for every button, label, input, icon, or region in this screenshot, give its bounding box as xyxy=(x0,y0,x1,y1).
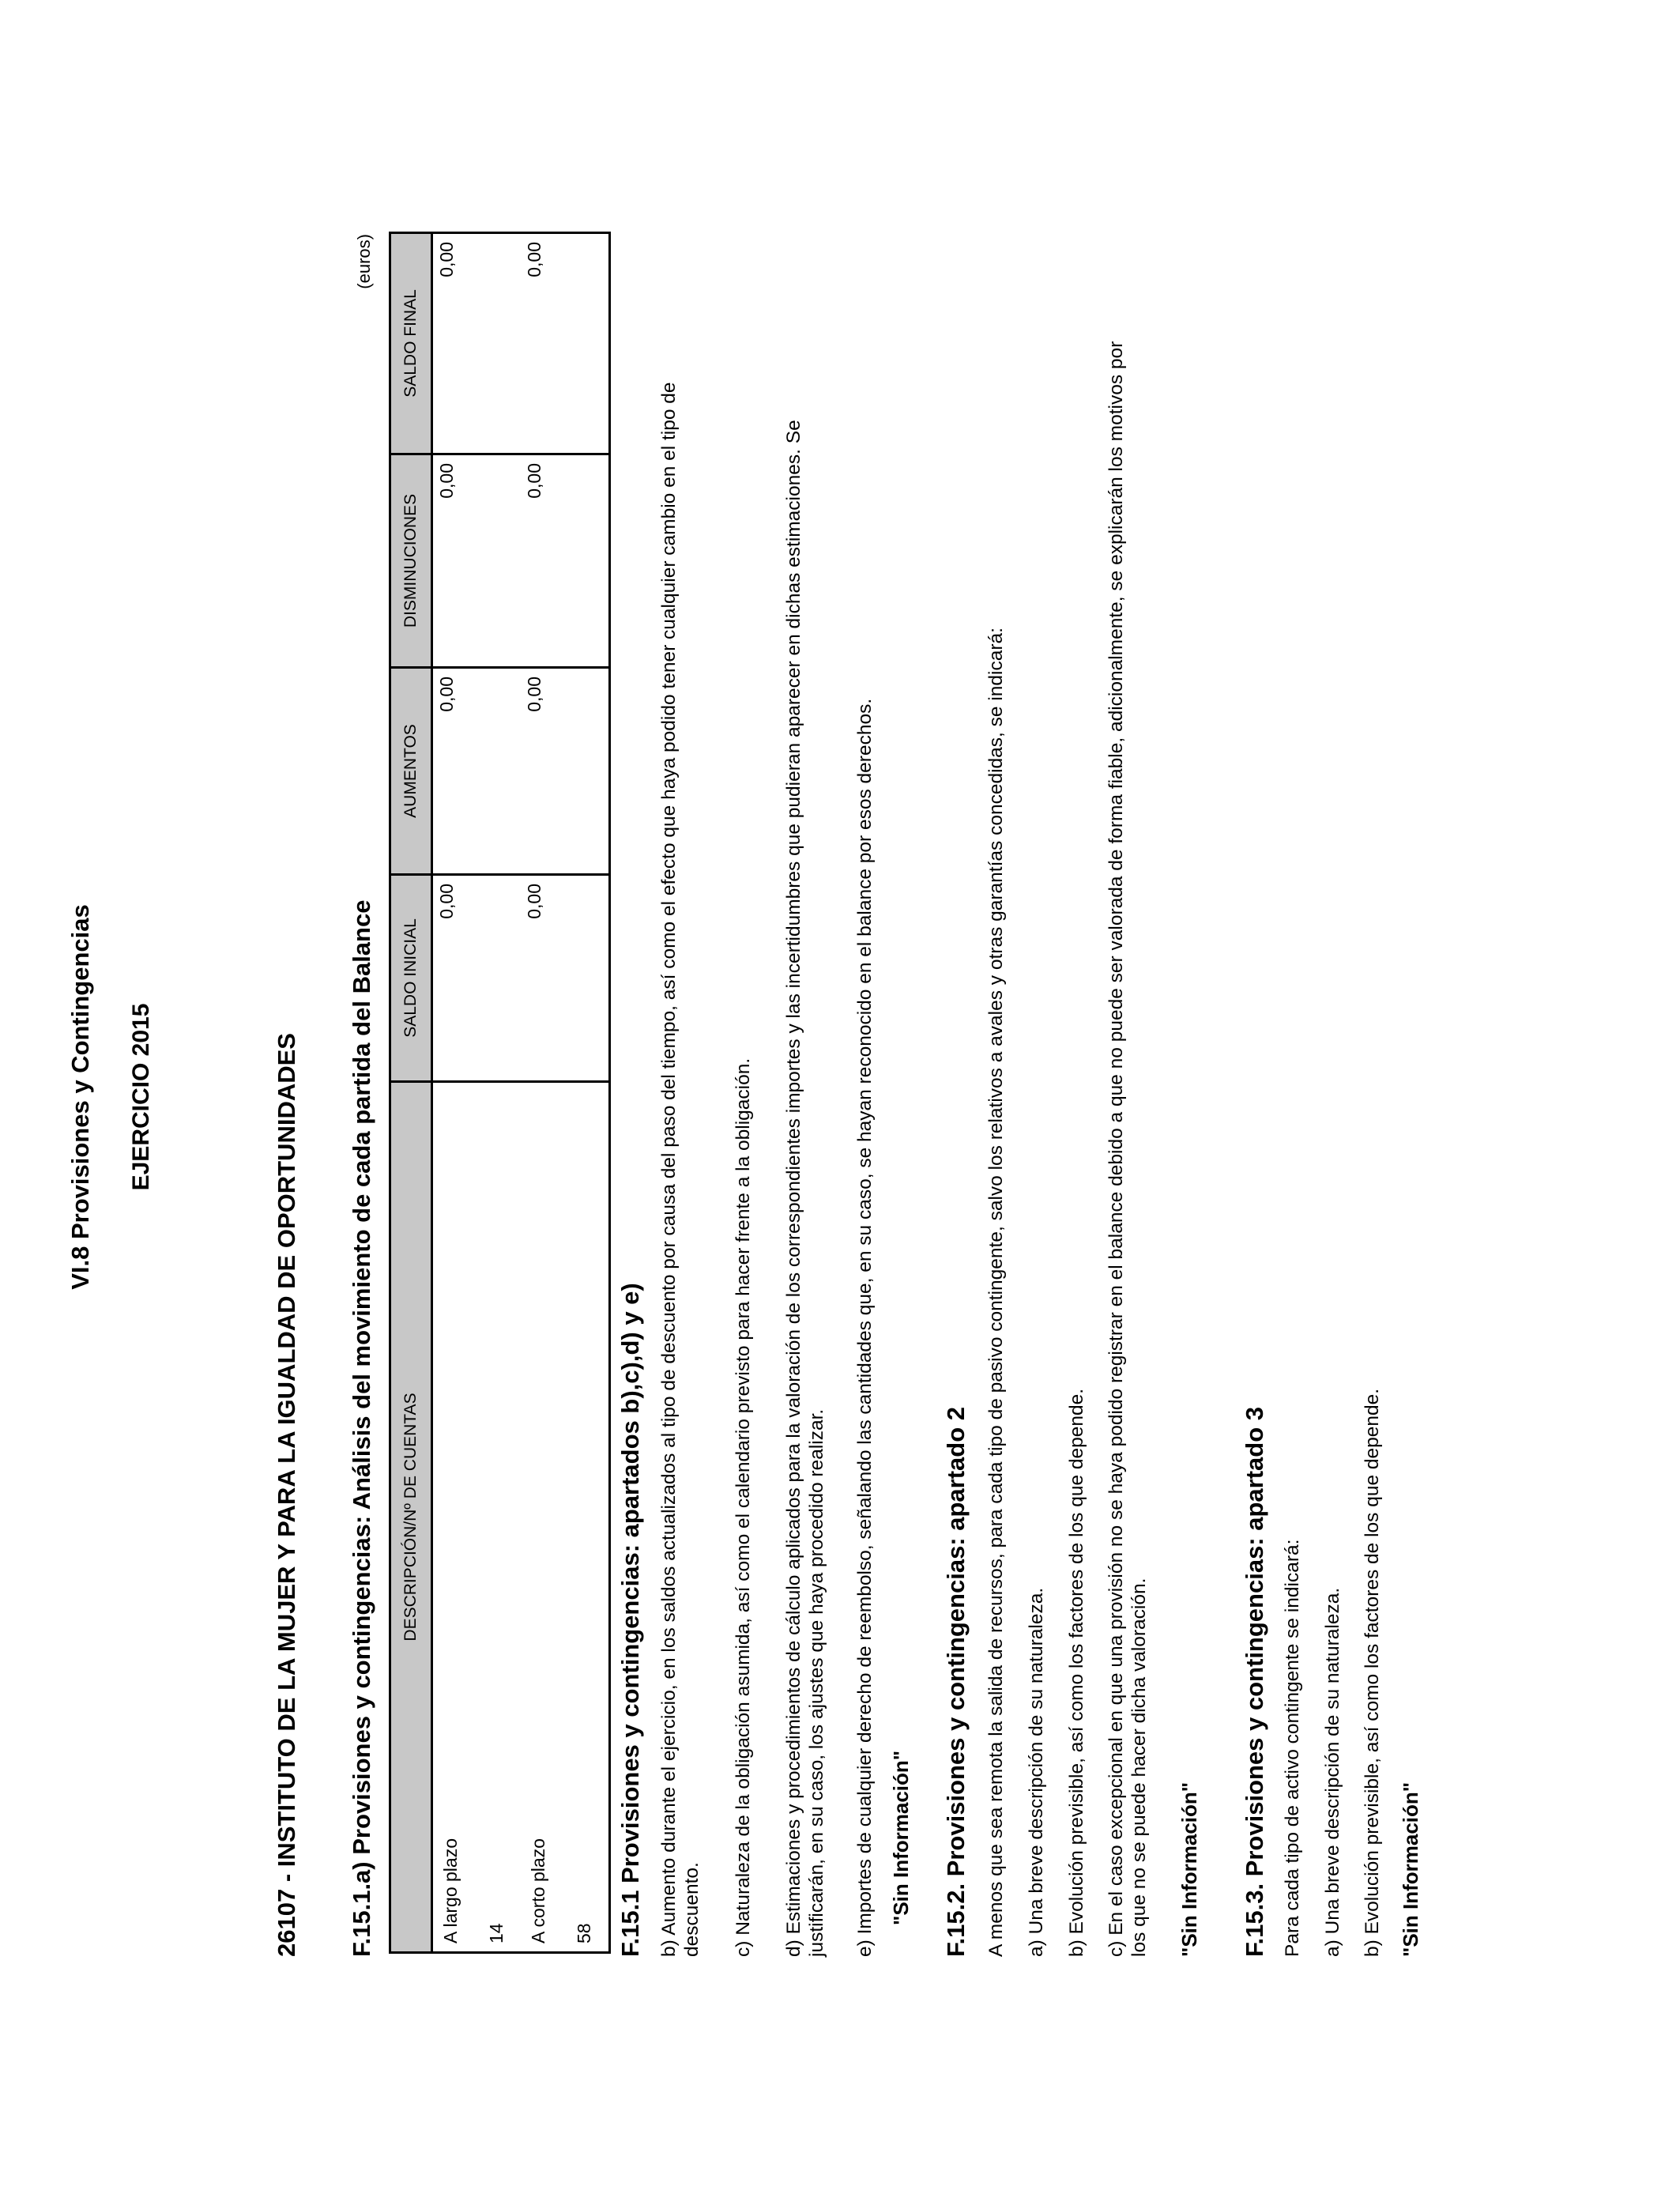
description-name: A largo plazo xyxy=(440,1838,461,1943)
paragraph-e: e) Importes de cualquier derecho de reembolso, señalando las cantidades que, en su caso, se hayan reconocido en el balance por esos derechos. xyxy=(854,698,876,1957)
paragraph-d: d) Estimaciones y procedimientos de cálculo aplicados para la valoración de los correspondientes importes y las incertidumbres que pudieran aparecer en dichas estimaciones. Se justificarán, en su caso, los ajustes que haya procedido realizar. xyxy=(783,420,827,1957)
section-heading-f152: F.15.2. Provisiones y contingencias: apartado 2 xyxy=(942,1406,970,1957)
entity-title: 26107 - INSTITUTO DE LA MUJER Y PARA LA IGUALDAD DE OPORTUNIDADES xyxy=(273,1033,300,1957)
year-title: EJERCICIO 2015 xyxy=(128,1003,154,1191)
paragraph-b: b) Aumento durante el ejercicio, en los saldos actualizados al tipo de descuento por causa del paso del tiempo, así como el efecto que haya podido tener cualquier cambio en el tipo de descuento. xyxy=(658,382,703,1957)
no-info-label: "Sin Información" xyxy=(889,1750,913,1925)
paragraph-intro: A menos que sea remota la salida de recursos, para cada tipo de pasivo contingente, salvo los relativos a avales y otras garantías concedidas, se indicará: xyxy=(985,628,1007,1957)
units-label: (euros) xyxy=(354,234,374,289)
column-header: SALDO FINAL xyxy=(390,233,432,454)
disminuciones-cell: 0,00 xyxy=(432,454,522,668)
description-name: A corto plazo xyxy=(528,1838,548,1943)
description-cell xyxy=(521,1082,610,1953)
paragraph-c: c) Naturaleza de la obligación asumida, así como el calendario previsto para hacer frente a la obligación. xyxy=(733,1057,754,1957)
paragraph-b: b) Evolución previsible, así como los factores de los que depende. xyxy=(1066,1388,1087,1957)
saldo-final-cell: 0,00 xyxy=(521,233,610,454)
no-info-label: "Sin Información" xyxy=(1399,1781,1422,1957)
no-info-label: "Sin Información" xyxy=(1177,1781,1201,1957)
column-header: SALDO INICIAL xyxy=(390,875,432,1082)
account-code: 14 xyxy=(486,1923,507,1943)
paragraph-a: a) Una breve descripción de su naturaleza. xyxy=(1026,1587,1047,1957)
section-heading-f151: F.15.1 Provisiones y contingencias: apartados b),c),d) y e) xyxy=(616,1283,644,1957)
saldo-final-cell: 0,00 xyxy=(432,233,522,454)
account-code: 58 xyxy=(574,1923,594,1943)
section-heading-f153: F.15.3. Provisiones y contingencias: apartado 3 xyxy=(1241,1406,1268,1957)
paragraph-c: c) En el caso excepcional en que una provisión no se haya podido registrar en el balance debido a que no puede ser valorada de forma fiable, adicionalmente, se explicarán los motivos por los que no se puede hacer dicha valoración. xyxy=(1106,341,1150,1957)
description-cell xyxy=(432,1082,522,1953)
page-title: VI.8 Provisiones y Contingencias xyxy=(66,904,94,1290)
table-header-row xyxy=(390,233,432,1953)
disminuciones-cell: 0,00 xyxy=(521,454,610,668)
column-header: AUMENTOS xyxy=(390,668,432,875)
column-header: DISMINUCIONES xyxy=(390,454,432,668)
table-row xyxy=(432,233,522,1953)
table-title: F.15.1.a) Provisiones y contingencias: Análisis del movimiento de cada partida del Balance xyxy=(348,899,375,1957)
aumentos-cell: 0,00 xyxy=(432,668,522,875)
column-header: DESCRIPCIÓN/Nº DE CUENTAS xyxy=(390,1082,432,1953)
aumentos-cell: 0,00 xyxy=(521,668,610,875)
table-row xyxy=(521,233,610,1953)
provisions-table xyxy=(389,232,611,1954)
saldo-inicial-cell: 0,00 xyxy=(432,875,522,1082)
saldo-inicial-cell: 0,00 xyxy=(521,875,610,1082)
paragraph-a: a) Una breve descripción de su naturaleza. xyxy=(1322,1587,1343,1957)
paragraph-intro: Para cada tipo de activo contingente se indicará: xyxy=(1282,1539,1303,1957)
paragraph-b: b) Evolución previsible, así como los factores de los que depende. xyxy=(1362,1388,1383,1957)
